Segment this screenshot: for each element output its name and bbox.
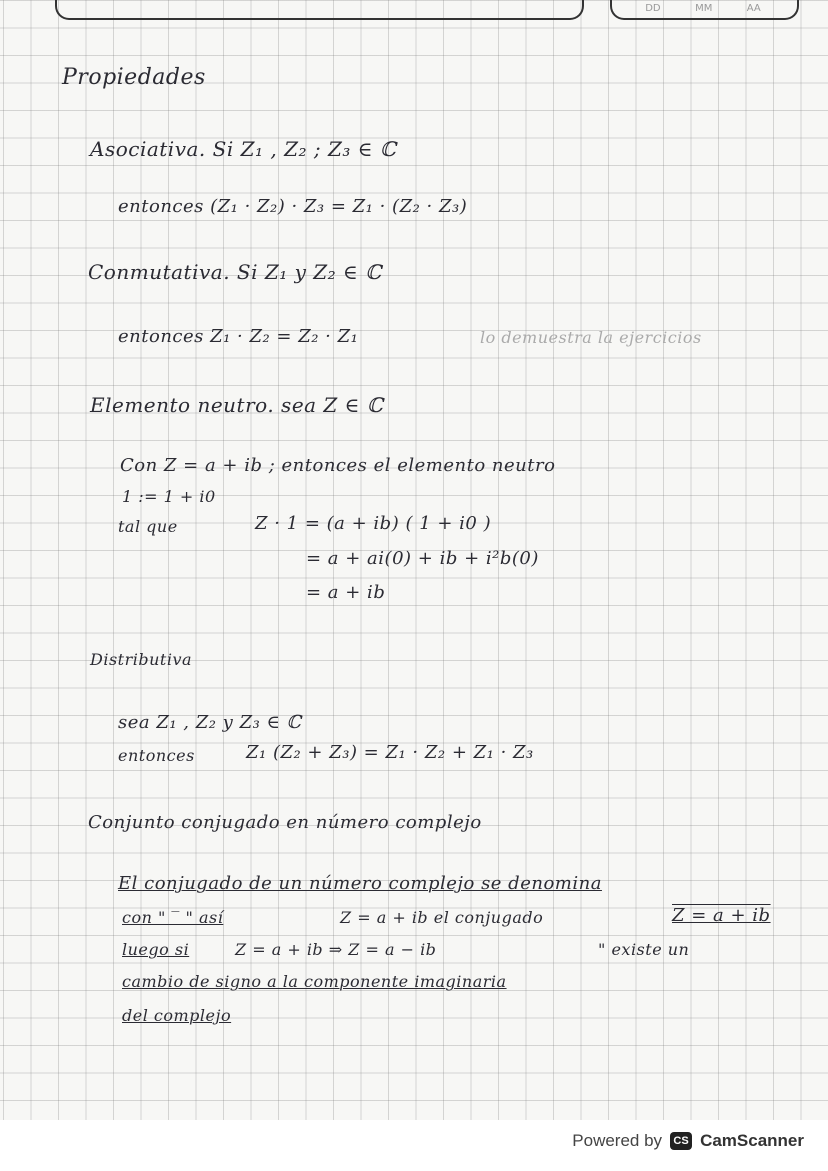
conjugado-line3a: luego si [122,940,190,959]
camscanner-logo-icon: CS [670,1132,692,1150]
conjugado-line5: del complejo [122,1006,232,1025]
conmutativa-line2: entonces Z₁ · Z₂ = Z₂ · Z₁ [118,326,359,347]
neutro-line5: = a + ai(0) + ib + i²b(0) [306,548,539,569]
neutro-line4: Z · 1 = (a + ib) ( 1 + i0 ) [255,513,492,534]
camscanner-footer [572,1127,804,1155]
conjugado-line1: El conjugado de un número complejo se denomina [118,873,602,894]
conmutativa-faint-note: lo demuestra la ejercicios [480,328,702,347]
conjugado-title: Conjunto conjugado en número complejo [88,812,482,833]
conjugado-line2b: Z = a + ib el conjugado [340,908,544,927]
neutro-tal-que: tal que [118,517,178,536]
asociativa-line2: entonces (Z₁ · Z₂) · Z₃ = Z₁ · (Z₂ · Z₃) [118,196,468,217]
camscanner-brand: CamScanner [700,1131,804,1150]
date-month: MM [695,2,713,14]
page-top-border [55,0,584,20]
distributiva-line1: sea Z₁ , Z₂ y Z₃ ∈ ℂ [118,712,302,733]
neutro-line3: 1 := 1 + i0 [122,487,216,506]
neutro-line2: Con Z = a + ib ; entonces el elemento neutro [120,455,556,476]
date-year: AA [746,2,761,14]
date-header [628,0,778,16]
asociativa-line1: Asociativa. Si Z₁ , Z₂ ; Z₃ ∈ ℂ [90,137,397,161]
page-title: Propiedades [62,65,206,90]
neutro-line6: = a + ib [306,582,386,603]
conjugado-line3b: Z = a + ib ⇒ Z = a − ib [235,940,437,959]
date-day: DD [645,2,661,14]
conjugado-line4: cambio de signo a la componente imaginaria [122,972,507,991]
neutro-line1: Elemento neutro. sea Z ∈ ℂ [90,393,384,417]
conjugado-line2a: con " ‾ " así [122,908,224,927]
conjugado-line2c [672,905,771,926]
conmutativa-line1: Conmutativa. Si Z₁ y Z₂ ∈ ℂ [88,260,382,284]
distributiva-title: Distributiva [90,650,193,669]
powered-by-label: Powered by [572,1131,663,1150]
conjugado-line3c: " existe un [598,940,690,959]
conjugado-overbar-expr: Z = a + ib [672,905,771,926]
distributiva-entonces: entonces [118,746,195,765]
distributiva-line2: Z₁ (Z₂ + Z₃) = Z₁ · Z₂ + Z₁ · Z₃ [246,742,534,763]
